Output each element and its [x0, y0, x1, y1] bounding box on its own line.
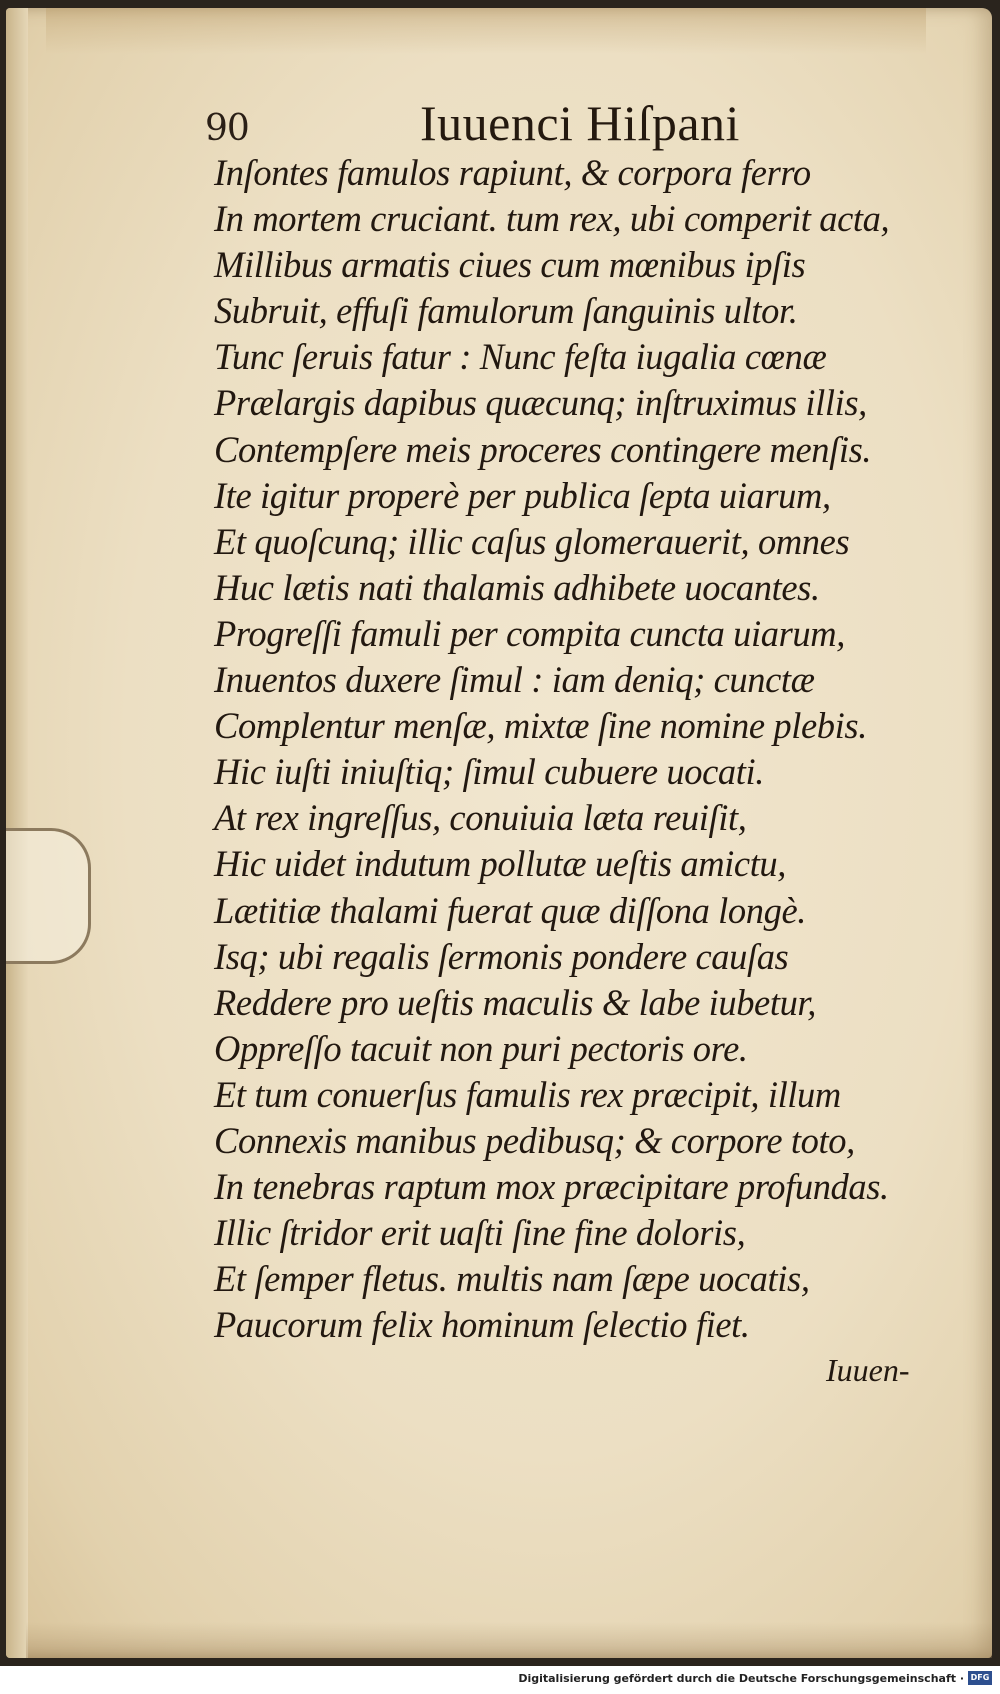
page-number: 90 — [205, 108, 249, 149]
verse-line: Reddere pro ueſtis maculis & labe iubetur, — [214, 981, 816, 1023]
bottom-edge — [26, 1622, 992, 1658]
verse-line: Et tum conuerſus famulis rex præcipit, illum — [214, 1073, 841, 1115]
dfg-logo: DFG — [968, 1671, 992, 1685]
verse-line: At rex ingreſſus, conuiuia læta reuiſit, — [214, 797, 747, 839]
verse-line: Tunc ſeruis fatur : Nunc feſta iugalia cœnæ — [214, 336, 827, 378]
running-head: Iuuenci Hiſpani — [420, 95, 740, 151]
verse-line: Et ſemper fletus. multis nam ſæpe uocatis, — [214, 1258, 810, 1300]
verse-line: Hic uidet indutum pollutæ ueſtis amictu, — [214, 843, 787, 885]
verse-line: Ite igitur properè per publica ſepta uiarum, — [214, 474, 831, 516]
verse-line: Progreſſi famuli per compita cuncta uiarum, — [214, 612, 845, 654]
verse-line: Huc lætis nati thalamis adhibete uocantes. — [214, 566, 820, 608]
verse-line: Complentur menſæ, mixtæ ſine nomine plebis. — [214, 705, 867, 747]
verse-line: Inſontes famulos rapiunt, & corpora ferro — [214, 152, 811, 193]
verse-line: Inuentos duxere ſimul : iam deniq; cunctæ — [214, 659, 815, 701]
verse-line: Millibus armatis ciues cum mœnibus ipſis — [214, 244, 806, 286]
verse-line: Contempſere meis proceres contingere menſis. — [214, 428, 872, 470]
top-stain — [46, 8, 926, 54]
verse-line: Paucorum felix hominum ſelectio fiet. — [214, 1304, 750, 1346]
verse-line: Oppreſſo tacuit non puri pectoris ore. — [214, 1027, 748, 1069]
verse-line: Isq; ubi regalis ſermonis pondere cauſas — [214, 935, 789, 977]
verse-line: Subruit, effuſi famulorum ſanguinis ultor. — [214, 290, 798, 332]
verse-line: Hic iuſti iniuſtiq; ſimul cubuere uocati. — [214, 751, 764, 793]
verse-line: In tenebras raptum mox præcipitare profundas. — [214, 1166, 889, 1208]
footer-credit: Digitalisierung gefördert durch die Deutsche Forschungsgemeinschaft · — [518, 1672, 964, 1685]
page-tab-marker — [6, 828, 91, 964]
verse-line: Illic ſtridor erit uaſti ſine fine doloris, — [214, 1212, 746, 1254]
verse-line: Prælargis dapibus quæcunq; inſtruximus illis, — [214, 382, 867, 424]
verse-block — [214, 150, 934, 1348]
verse-line: Connexis manibus pedibusq; & corpore toto, — [214, 1119, 855, 1161]
verse-line: In mortem cruciant. tum rex, ubi comperit acta, — [214, 198, 890, 240]
verse-line: Lætitiæ thalami fuerat quæ diſſona longè. — [214, 889, 806, 931]
verse-line: Et quoſcunq; illic caſus glomerauerit, omnes — [214, 520, 850, 562]
catchword: Iuuen- — [826, 1352, 910, 1388]
